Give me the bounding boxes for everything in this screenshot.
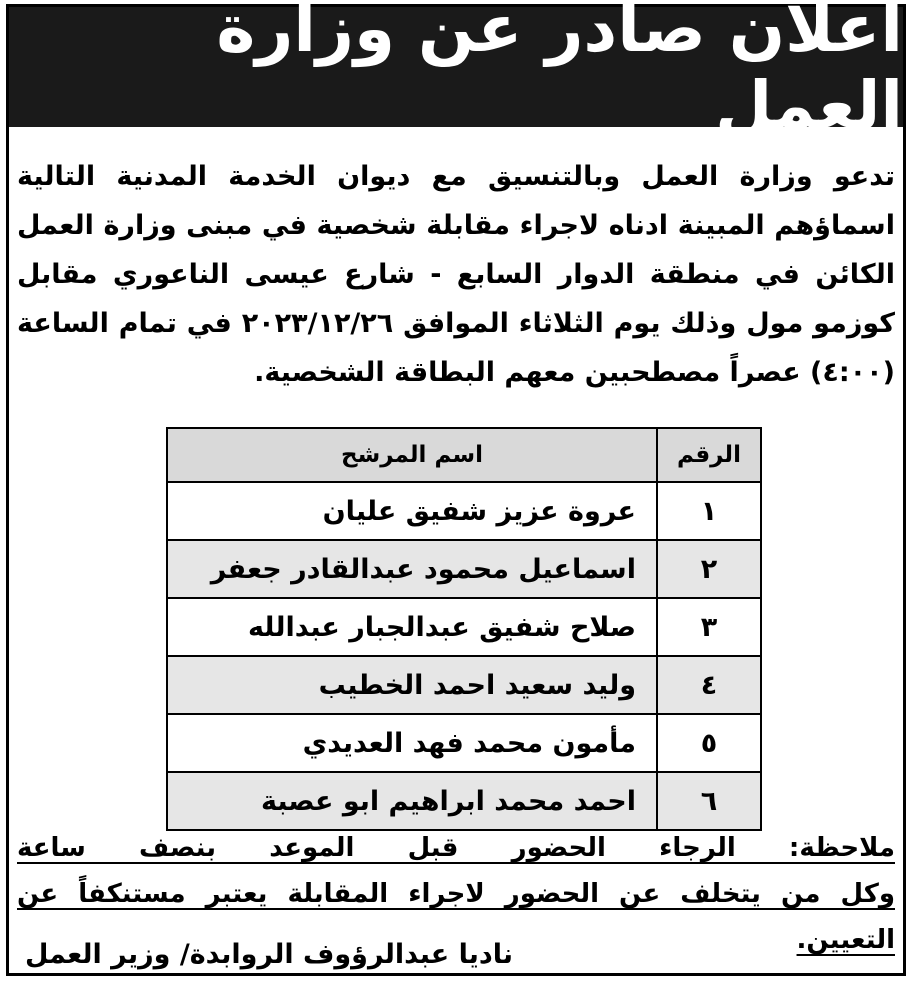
row-number: ٥ <box>657 714 761 772</box>
announcement-frame <box>6 0 906 976</box>
table-row <box>167 598 761 656</box>
announcement-title: اعلان صادر عن وزارة العمل <box>216 0 903 144</box>
row-number: ٦ <box>657 772 761 830</box>
table-header-row <box>167 428 761 482</box>
title-banner <box>9 0 903 144</box>
candidates-table-wrapper <box>166 427 762 831</box>
signature: ناديا عبدالرؤوف الروابدة/ وزير العمل <box>24 939 513 970</box>
note-line-2: وكل من يتخلف عن الحضور لاجراء المقابلة يعتبر مستنكفاً عن التعيين. <box>17 879 895 955</box>
candidate-name: صلاح شفيق عبدالجبار عبدالله <box>167 598 657 656</box>
candidate-name: وليد سعيد احمد الخطيب <box>167 656 657 714</box>
row-number: ٤ <box>657 656 761 714</box>
candidate-name: عروة عزيز شفيق عليان <box>167 482 657 540</box>
table-row <box>167 714 761 772</box>
name-column-header: اسم المرشح <box>167 428 657 482</box>
row-number: ١ <box>657 482 761 540</box>
candidate-name: اسماعيل محمود عبدالقادر جعفر <box>167 540 657 598</box>
candidates-table <box>166 427 762 831</box>
candidate-name: مأمون محمد فهد العديدي <box>167 714 657 772</box>
row-number: ٣ <box>657 598 761 656</box>
number-column-header: الرقم <box>657 428 761 482</box>
table-row <box>167 482 761 540</box>
note-line-1: ملاحظة: الرجاء الحضور قبل الموعد بنصف ساعة <box>17 833 895 863</box>
table-row <box>167 540 761 598</box>
candidate-name: احمد محمد ابراهيم ابو عصبة <box>167 772 657 830</box>
table-row <box>167 772 761 830</box>
row-number: ٢ <box>657 540 761 598</box>
table-row <box>167 656 761 714</box>
intro-paragraph: تدعو وزارة العمل وبالتنسيق مع ديوان الخدمة المدنية التالية اسماؤهم المبينة ادناه لاجراء مقابلة شخصية في مبنى وزارة العمل الكائن في منطقة الدوار السابع - شارع عيسى الناعوري مقابل كوزمو مول وذلك يوم الثلاثاء الموافق ٢٠٢٣/١٢/٢٦ في تمام الساعة (٤:٠٠) عصراً مصطحبين معهم البطاقة الشخصية. <box>17 161 895 388</box>
